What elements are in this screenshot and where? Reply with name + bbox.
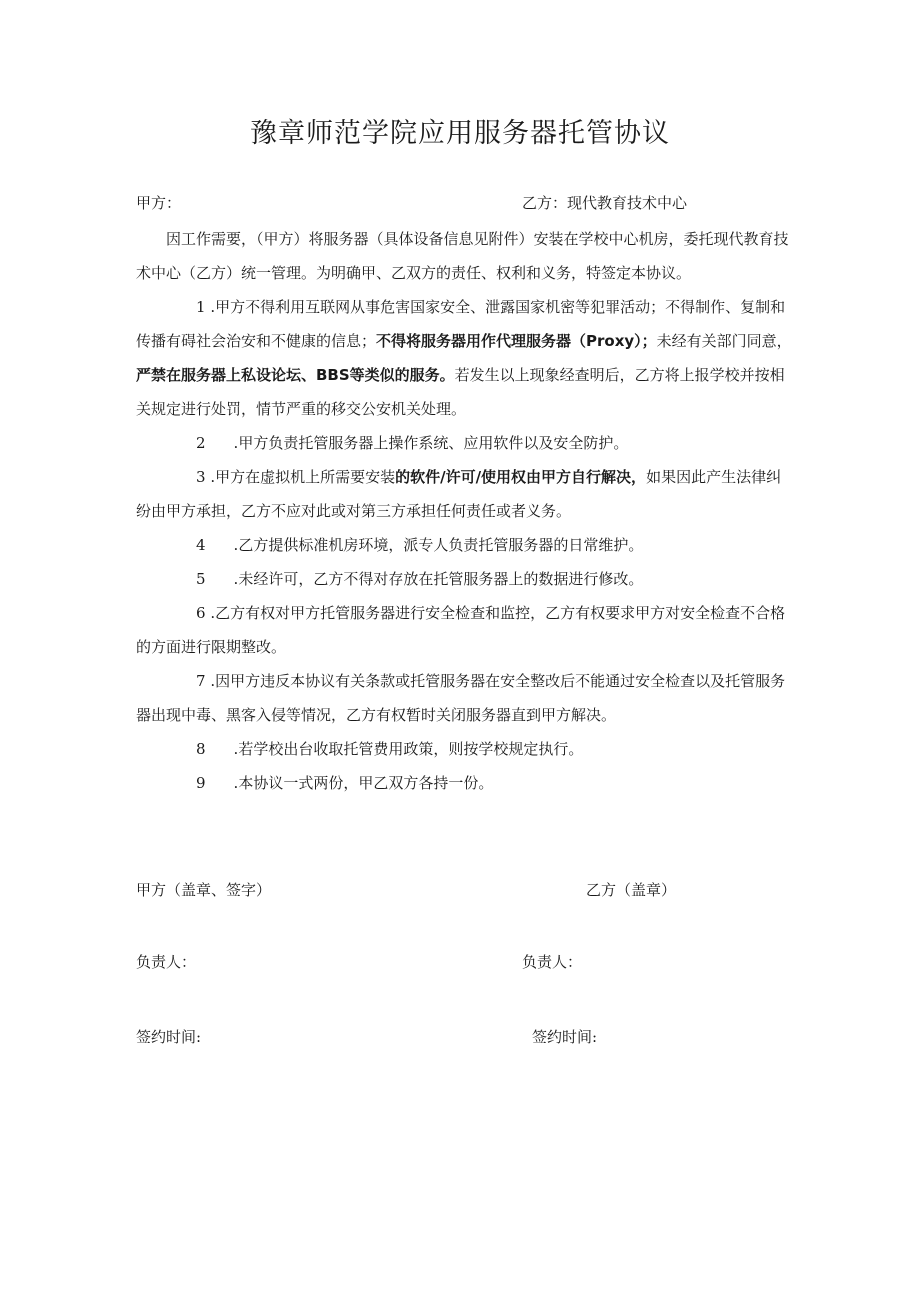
clause-text-bold: 不得将服务器用作代理服务器（Proxy）； <box>376 332 657 350</box>
clause-text: .因甲方违反本协议有关条款或托管服务器在安全整改后不能通过安全检查以及托管服务器出现中毒、黑客入侵等情况，乙方有权暂时关闭服务器直到甲方解决。 <box>136 672 786 724</box>
clause-item <box>136 766 796 800</box>
clause-number: 3 <box>196 468 206 486</box>
clause-text: 若发生以上现象经查明后，乙方将上报学校并按相关规定进行处罚，情节严重的移交公安机关处理。 <box>136 366 785 418</box>
clause-text: .甲方负责托管服务器上操作系统、应用软件以及安全防护。 <box>233 434 629 452</box>
document-title: 豫章师范学院应用服务器托管协议 <box>250 118 670 149</box>
clause-number: 4 <box>196 536 206 554</box>
clause-number: 1 <box>196 298 206 316</box>
clause-list <box>136 290 796 800</box>
clause-item <box>136 562 796 596</box>
clause-item <box>136 732 796 766</box>
clause-item <box>136 664 796 732</box>
clause-text: 如果因此产生法律纠纷由甲方承担，乙方不应对此或对第三方承担任何责任或者义务。 <box>136 468 782 520</box>
clause-number: 5 <box>196 570 206 588</box>
clause-number: 9 <box>196 774 206 792</box>
party-a-label: 甲方： <box>136 194 182 212</box>
clause-number: 2 <box>196 434 206 452</box>
clause-item <box>136 426 796 460</box>
party-b-seal-label: 乙方（盖章） <box>586 881 677 899</box>
clause-item <box>136 528 796 562</box>
clause-item <box>136 596 796 664</box>
clause-text: .未经许可，乙方不得对存放在托管服务器上的数据进行修改。 <box>233 570 644 588</box>
clause-text: .甲方不得利用互联网从事危害国家安全、泄露国家机密等犯罪活动；不得制作、复制和传播有碍社会治安和不健康的信息； <box>136 298 786 350</box>
clause-text: .本协议一式两份，甲乙双方各持一份。 <box>233 774 494 792</box>
clause-text-bold: 的软件/许可/使用权由甲方自行解决， <box>395 468 647 486</box>
agreement-body <box>136 222 796 800</box>
party-b-person-label: 负责人： <box>522 953 583 971</box>
clause-text: 未经有关部门同意， <box>656 332 792 350</box>
clause-text: .乙方提供标准机房环境，派专人负责托管服务器的日常维护。 <box>233 536 644 554</box>
party-b-time-label: 签约时间: <box>532 1028 598 1046</box>
clause-item <box>136 460 796 528</box>
clause-number: 7 <box>196 672 206 690</box>
clause-text: .若学校出台收取托管费用政策，则按学校规定执行。 <box>233 740 584 758</box>
clause-number: 6 <box>196 604 206 622</box>
clause-number: 8 <box>196 740 206 758</box>
clause-text-bold: 严禁在服务器上私设论坛、BBS等类似的服务。 <box>136 366 455 384</box>
clause-text: .乙方有权对甲方托管服务器进行安全检查和监控，乙方有权要求甲方对安全检查不合格的方面进行限期整改。 <box>136 604 786 656</box>
party-a-seal-label: 甲方（盖章、签字） <box>136 881 272 899</box>
party-a-time-label: 签约时间: <box>136 1028 202 1046</box>
intro-paragraph: 因工作需要，（甲方）将服务器（具体设备信息见附件）安装在学校中心机房，委托现代教育技术中心（乙方）统一管理。为明确甲、乙双方的责任、权利和义务，特签定本协议。 <box>136 230 789 282</box>
party-b-label: 乙方：现代教育技术中心 <box>522 194 688 212</box>
clause-text: .甲方在虚拟机上所需要安装 <box>205 468 396 486</box>
clause-item <box>136 290 796 426</box>
party-a-person-label: 负责人： <box>136 953 197 971</box>
